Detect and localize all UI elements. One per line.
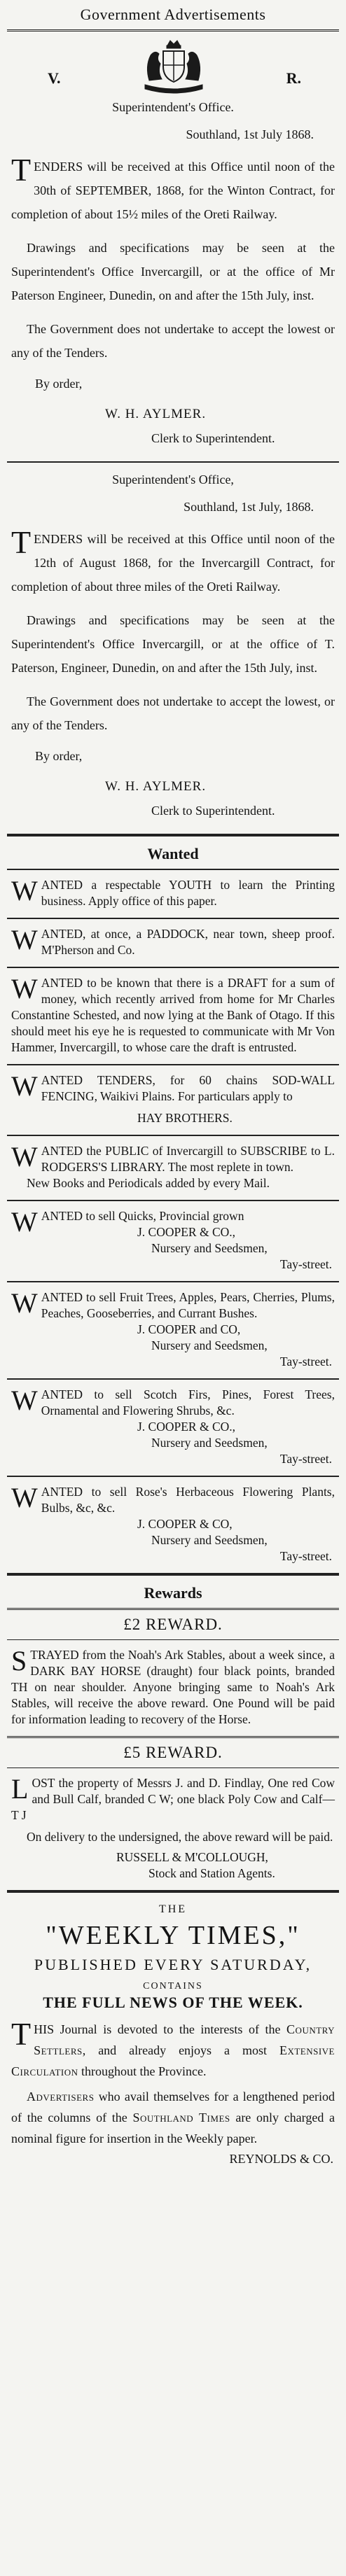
wanted-ad: WANTED a respectable YOUTH to learn the Printing business. Apply office of this paper.: [7, 869, 339, 918]
advertiser-description: Nursery and Seedsmen,: [151, 1436, 268, 1450]
by-order: By order,: [35, 377, 83, 391]
drop-cap: S: [11, 1645, 27, 1676]
tender-paragraph: TENDERS will be received at this Office until noon of the 30th of SEPTEMBER, 1868, for the Winton Contract, for completion of about 15½ miles of the Oreti Railway.: [11, 152, 335, 221]
weekly-full-news: THE FULL NEWS OF THE WEEK.: [43, 1994, 303, 2011]
drop-cap: W: [11, 1287, 38, 1319]
reward-terms: On delivery to the undersigned, the above reward will be paid.: [27, 1830, 333, 1844]
advertiser-name: RUSSELL & M'COLLOUGH,: [116, 1850, 268, 1864]
drop-cap: W: [11, 1482, 38, 1513]
wanted-ad: WANTED TENDERS, for 60 chains SOD-WALL FENCING, Waikivi Plains. For particulars apply to HAY BROTHERS.: [7, 1064, 339, 1135]
signatory: W. H. AYLMER.: [105, 779, 207, 794]
drop-cap: T: [11, 152, 32, 188]
weekly-times-advertisement: [7, 1893, 339, 2166]
signatory-title: Clerk to Superintendent.: [151, 431, 275, 445]
weekly-paragraph: THIS Journal is devoted to the interests of the Country Settlers, and already enjoys a most Extensive Circulation throughout the Province.: [11, 2016, 335, 2078]
wanted-ad: WANTED to sell Rose's Herbaceous Flowering Plants, Bulbs, &c, &c. J. COOPER & CO, Nursery and Seedsmen, Tay-street.: [7, 1476, 339, 1573]
dateline: Southland, 1st July, 1868.: [184, 500, 314, 514]
wanted-ad: WANTED to sell Fruit Trees, Apples, Pears, Cherries, Plums, Peaches, Gooseberries, and Currant Bushes. J. COOPER and CO, Nursery and Seedsmen, Tay-street.: [7, 1281, 339, 1378]
advertiser-name: J. COOPER & CO.,: [137, 1225, 236, 1239]
by-order: By order,: [35, 749, 83, 763]
crest-letter-right: R.: [286, 69, 301, 87]
weekly-title: "WEEKLY TIMES,": [46, 1921, 300, 1950]
advertiser-name: J. COOPER & CO,: [137, 1517, 233, 1531]
advertiser-description: Nursery and Seedsmen,: [151, 1241, 268, 1255]
drop-cap: T: [11, 2016, 32, 2052]
crest-row: [7, 31, 339, 94]
drop-cap: L: [11, 1773, 29, 1805]
ad-note: New Books and Periodicals added by every Mail.: [27, 1176, 270, 1190]
weekly-paragraph: Advertisers who avail themselves for a lengthened period of the columns of the Southland Times are only charged a nominal figure for insertion in the Weekly paper.: [11, 2090, 335, 2146]
wanted-ad: WANTED to sell Scotch Firs, Pines, Forest Trees, Ornamental and Flowering Shrubs, &c. J. COOPER & CO., Nursery and Seedsmen, Tay-street.: [7, 1378, 339, 1476]
wanted-ad: WANTED to sell Quicks, Provincial grown J. COOPER & CO., Nursery and Seedsmen, Tay-street.: [7, 1200, 339, 1281]
weekly-contains: CONTAINS: [143, 1981, 203, 1991]
advertiser-name: REYNOLDS & CO.: [229, 2152, 333, 2166]
advertiser-name: J. COOPER & CO.,: [137, 1420, 236, 1434]
drop-cap: W: [11, 924, 38, 955]
disclaimer-paragraph: The Government does not undertake to accept the lowest, or any of the Tenders.: [11, 694, 335, 732]
disclaimer-paragraph: The Government does not undertake to accept the lowest or any of the Tenders.: [11, 322, 335, 360]
drop-cap: W: [11, 1385, 38, 1416]
advertiser-description: Nursery and Seedsmen,: [151, 1338, 268, 1352]
office-line: Superintendent's Office.: [112, 100, 234, 114]
drop-cap: W: [11, 973, 38, 1004]
drop-cap: W: [11, 1070, 38, 1102]
newspaper-page: [7, 0, 339, 2166]
tender-notice-winton: [7, 31, 339, 450]
tender-notice-invercargill: [7, 472, 339, 822]
tender-paragraph: TENDERS will be received at this Office until noon of the 12th of August 1868, for the Invercargill Contract, for completion of about three miles of the Oreti Railway.: [11, 524, 335, 594]
reward-ad-horse: STRAYED from the Noah's Ark Stables, about a week since, a DARK BAY HORSE (draught) four black points, branded TH on near shoulder. Anyone bringing same to Noah's Ark Stables, will receive the above reward. One Pound will be paid for information leading to recovery of the Horse.: [11, 1645, 335, 1726]
advertiser-description: Stock and Station Agents.: [148, 1866, 275, 1880]
reward-amount: £2 REWARD.: [7, 1608, 339, 1640]
dateline: Southland, 1st July 1868.: [186, 127, 314, 141]
masthead: Government Advertisements: [7, 3, 339, 31]
wanted-ad: WANTED the PUBLIC of Invercargill to SUBSCRIBE to L. RODGERS'S LIBRARY. The most replete in town. New Books and Periodicals added by every Mail.: [7, 1135, 339, 1200]
advertiser-address: Tay-street.: [279, 1452, 332, 1466]
signatory-title: Clerk to Superintendent.: [151, 804, 275, 818]
drop-cap: W: [11, 1141, 38, 1172]
divider: [7, 461, 339, 463]
office-line: Superintendent's Office,: [112, 472, 234, 486]
drop-cap: T: [11, 524, 32, 560]
drawings-paragraph: Drawings and specifications may be seen at the Superintendent's Office Invercargill, or at the office of Mr Paterson Engineer, Dunedin, on and after the 15th July, inst.: [11, 241, 335, 302]
reward-ad-cattle: LOST the property of Messrs J. and D. Findlay, One red Cow and Bull Calf, branded C W; one black Poly Cow and Calf—T J On delivery to the undersigned, the above reward will be paid. RUSSELL & M'COLLOUGH, Stock and Station Agents.: [11, 1773, 335, 1880]
signatory: W. H. AYLMER.: [105, 407, 207, 421]
advertiser-name: J. COOPER and CO,: [137, 1322, 241, 1336]
advertiser-address: Tay-street.: [279, 1549, 332, 1563]
reward-amount: £5 REWARD.: [7, 1736, 339, 1768]
advertiser-address: Tay-street.: [279, 1354, 332, 1368]
wanted-ad: WANTED, at once, a PADDOCK, near town, sheep proof. M'Pherson and Co.: [7, 918, 339, 967]
advertiser-description: Nursery and Seedsmen,: [151, 1533, 268, 1547]
drop-cap: W: [11, 1206, 38, 1238]
weekly-the: THE: [158, 1903, 188, 1915]
section-heading-wanted: Wanted: [147, 845, 199, 862]
wanted-ad: WANTED to be known that there is a DRAFT for a sum of money, which recently arrived from home for Mr Charles Constantine Schested, and now lying at the Bank of Otago. If this should meet his eye he is requested to communicate with Mr Von Hammer, Invercargill, to whose care the draft is entrusted.: [7, 967, 339, 1064]
advertiser-name: HAY BROTHERS.: [137, 1111, 233, 1125]
drawings-paragraph: Drawings and specifications may be seen at the Superintendent's Office Invercargill, or at the office of T. Paterson, Engineer, Dunedin, on and after the 15th July, inst.: [11, 613, 335, 675]
weekly-published: PUBLISHED EVERY SATURDAY,: [34, 1956, 312, 1973]
royal-coat-of-arms-icon: [135, 38, 212, 94]
section-heading-rewards: Rewards: [144, 1584, 202, 1602]
crest-letter-left: V.: [48, 69, 61, 87]
drop-cap: W: [11, 875, 38, 906]
advertiser-address: Tay-street.: [279, 1257, 332, 1271]
